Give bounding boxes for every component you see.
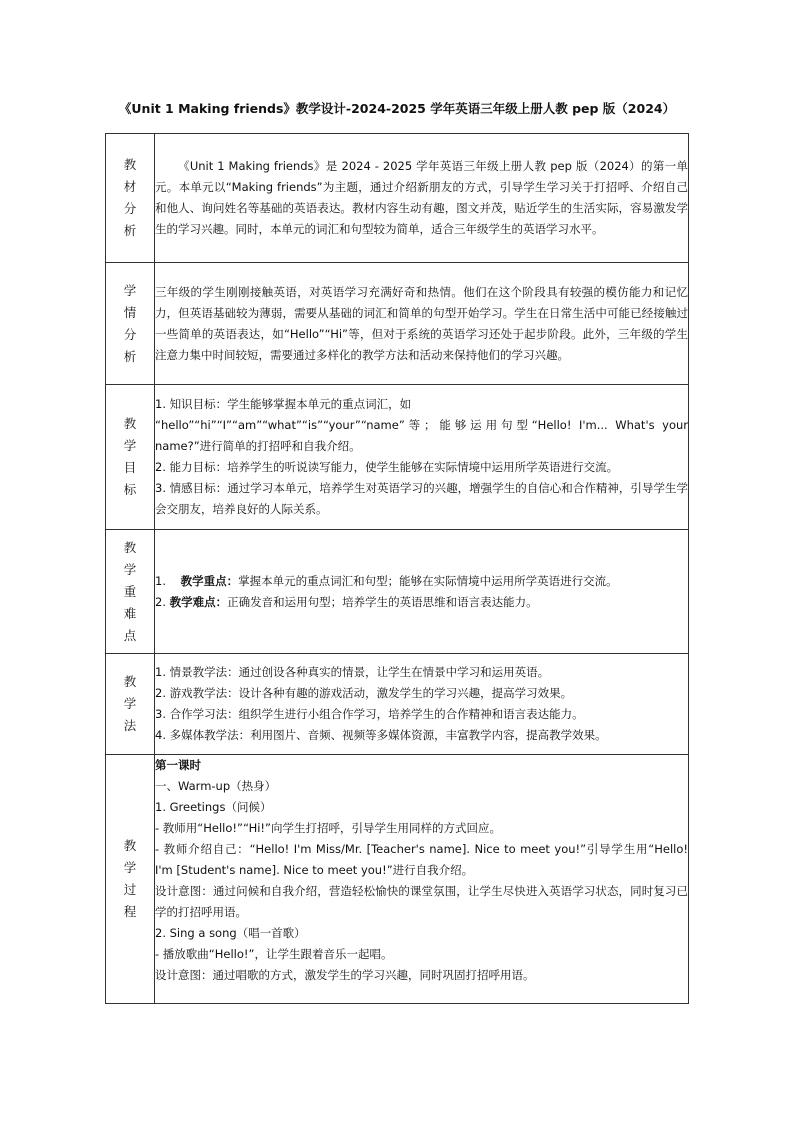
label-char: 重: [123, 583, 137, 599]
goal-line: 3. 情感目标：通过学习本单元，培养学生对英语学习的兴趣，增强学生的自信心和合作精神，引导学生学会交朋友，培养良好的人际关系。: [155, 481, 688, 516]
label-char: 点: [123, 627, 137, 643]
row-teaching-process: [106, 755, 689, 1004]
label-char: 法: [123, 718, 137, 733]
label-char: 学: [123, 438, 137, 453]
method-line: 1. 情景教学法：通过创设各种真实的情景，让学生在情景中学习和运用英语。: [155, 665, 550, 679]
label-char: 分: [123, 201, 137, 216]
process-line: - 教师用“Hello!”“Hi!”向学生打招呼，引导学生用同样的方式回应。: [155, 821, 501, 835]
goal-line: 1. 知识目标：学生能够掌握本单元的重点词汇，如: [155, 397, 412, 411]
label-char: 学: [123, 860, 137, 875]
label-char: 教: [123, 539, 137, 555]
method-line: 2. 游戏教学法：设计各种有趣的游戏活动，激发学生的学习兴趣，提高学习效果。: [155, 686, 573, 700]
label-char: 教: [123, 674, 137, 689]
label-char: 材: [123, 179, 137, 194]
process-line: 设计意图：通过唱歌的方式，激发学生的学习兴趣，同时巩固打招呼用语。: [155, 968, 535, 982]
method-line: 3. 合作学习法：组织学生进行小组合作学习，培养学生的合作精神和语言表达能力。: [155, 707, 584, 721]
label-char: 析: [123, 223, 137, 238]
label-learner-analysis: [106, 263, 155, 385]
process-line: 一、Warm-up（热身）: [155, 779, 277, 793]
document-title: 《Unit 1 Making friends》教学设计-2024-2025 学年英语三年级上册人教 pep 版（2024）: [118, 101, 676, 116]
content-teaching-process: [155, 755, 689, 1004]
content-key-difficult-points: [155, 530, 689, 654]
process-line: 设计意图：通过问候和自我介绍，营造轻松愉快的课堂氛围，让学生尽快进入英语学习状态，同时复习已学的打招呼用语。: [155, 884, 688, 919]
difficult-point-text: 正确发音和运用句型；培养学生的英语思维和语言表达能力。: [227, 594, 538, 609]
key-point-text: 掌握本单元的重点词汇和句型；能够在实际情境中运用所学英语进行交流。: [238, 573, 618, 588]
key-point-number: 1.: [155, 573, 166, 588]
label-char: 学: [123, 282, 137, 298]
row-teaching-methods: [106, 654, 689, 755]
row-teaching-goals: [106, 385, 689, 530]
difficult-point-heading: 教学难点：: [169, 594, 228, 609]
process-line: - 教师介绍自己：“Hello! I'm Miss/Mr. [Teacher's name]. Nice to meet you!”引导学生用“Hello! I'm [Student's name]. Nice to meet you!”进行自我介绍。: [155, 842, 688, 877]
row-learner-analysis: [106, 263, 689, 385]
lesson-title: 第一课时: [155, 758, 201, 772]
label-char: 分: [123, 326, 137, 342]
method-line: 4. 多媒体教学法：利用图片、音频、视频等多媒体资源，丰富教学内容，提高教学效果。: [155, 728, 607, 742]
learner-analysis-text: 三年级的学生刚刚接触英语，对英语学习充满好奇和热情。他们在这个阶段具有较强的模仿能力和记忆力，但英语基础较为薄弱，需要从基础的词汇和简单的句型开始学习。学生在日常生活中可能已经接触过一些简单的英语表达，如“Hello”“Hi”等，但对于系统的英语学习还处于起步阶段。此外，三年级的学生注意力集中时间较短，需要通过多样化的教学方法和活动来保持他们的学习兴趣。: [155, 284, 688, 362]
label-char: 目: [123, 460, 137, 475]
goal-line: 2. 能力目标：培养学生的听说读写能力，使学生能够在实际情境中运用所学英语进行交流。: [155, 460, 619, 474]
label-teaching-methods: [106, 654, 155, 755]
lesson-plan-table: [105, 133, 689, 1004]
label-teaching-process: [106, 755, 155, 1004]
key-point-heading: 教学重点：: [180, 573, 239, 588]
content-textbook-analysis: [155, 134, 689, 263]
process-line: 2. Sing a song（唱一首歌）: [155, 926, 306, 940]
key-point-line: [155, 571, 688, 592]
label-textbook-analysis: [106, 134, 155, 263]
label-char: 教: [123, 416, 137, 431]
label-char: 难: [123, 605, 137, 621]
difficult-point-line: [155, 592, 688, 613]
label-char: 析: [123, 348, 137, 364]
label-char: 标: [123, 482, 137, 497]
row-key-difficult-points: [106, 530, 689, 654]
content-teaching-methods: [155, 654, 689, 755]
row-textbook-analysis: [106, 134, 689, 263]
label-teaching-goals: [106, 385, 155, 530]
process-line: - 播放歌曲“Hello!”，让学生跟着音乐一起唱。: [155, 947, 393, 961]
label-char: 学: [123, 561, 137, 577]
label-char: 教: [123, 838, 137, 853]
label-char: 学: [123, 696, 137, 711]
label-char: 过: [123, 882, 137, 897]
process-line: 1. Greetings（问候）: [155, 800, 272, 814]
content-teaching-goals: [155, 385, 689, 530]
label-char: 程: [123, 904, 137, 919]
goal-line: “hello”“hi”“I”“am”“what”“is”“your”“name”等；能够运用句型“Hello! I'm... What's your name?”进行简单的打招呼和自我介绍。: [155, 418, 688, 453]
label-key-difficult-points: [106, 530, 155, 654]
label-char: 教: [123, 157, 137, 172]
difficult-point-number: 2.: [155, 594, 166, 609]
content-learner-analysis: [155, 263, 689, 385]
label-char: 情: [123, 304, 137, 320]
textbook-analysis-text: 《Unit 1 Making friends》是 2024 - 2025 学年英语三年级上册人教 pep 版（2024）的第一单元。本单元以“Making friends”为主题，通过介绍新朋友的方式，引导学生学习关于打招呼、介绍自己和他人、询问姓名等基础的英语表达。教材内容生动有趣，图文并茂，贴近学生的生活实际，容易激发学生的学习兴趣。同时，本单元的词汇和句型较为简单，适合三年级学生的英语学习水平。: [155, 159, 688, 236]
